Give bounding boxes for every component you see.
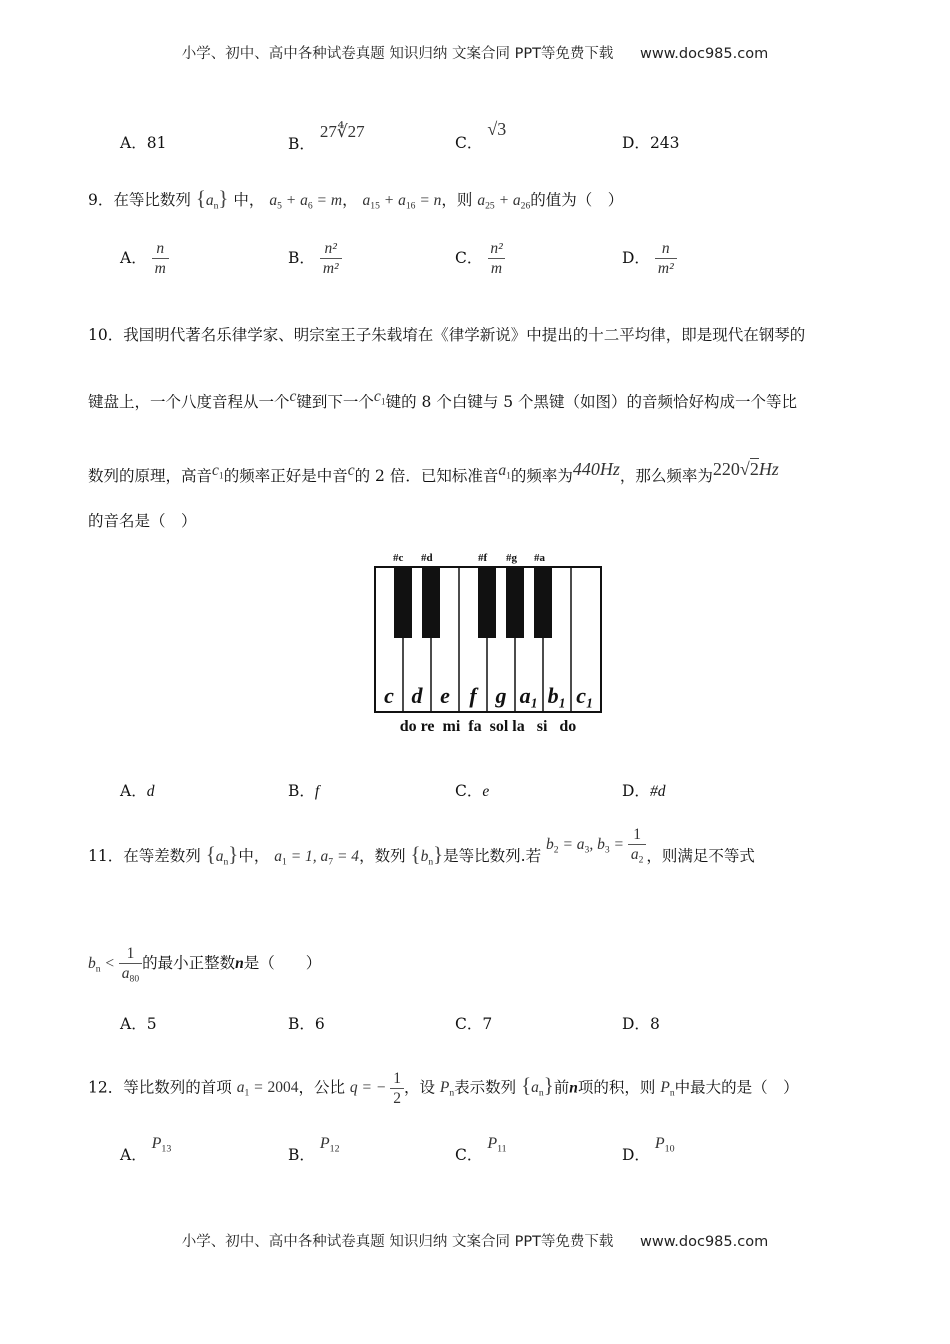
- q9-option-c-fraction: $\frac{\text{n²}}{m}$: [487, 240, 505, 278]
- q8-option-a[interactable]: A．81: [120, 134, 167, 152]
- black-key-a-sharp: [534, 567, 552, 638]
- q11-option-a[interactable]: A．5: [120, 1015, 157, 1033]
- black-key-f-sharp: [478, 567, 496, 638]
- sequence-a-n: $\{a_n\}$: [195, 186, 229, 212]
- q11-option-b[interactable]: B．6: [288, 1015, 325, 1033]
- q9-condition-2: $a_{15} + a_{16} = n$: [362, 192, 442, 212]
- q10-option-b-value: f: [314, 783, 320, 800]
- q11-option-d-value: 8: [649, 1015, 660, 1033]
- sequence-b-n: $\{b_n\}$: [410, 842, 444, 868]
- q12-option-b[interactable]: B． $P_{12}$: [288, 1135, 340, 1164]
- q8-option-d-value: 243: [649, 134, 680, 152]
- q8-option-c-value: √3: [487, 119, 507, 139]
- page-footer: [0, 1230, 950, 1251]
- q9-option-c[interactable]: C． $\frac{\text{n²}}{m}$: [455, 240, 506, 278]
- frequency-440: 440Hz: [572, 459, 620, 479]
- q9-option-b[interactable]: B． $\frac{\text{n²}}{\text{m²}}$: [288, 240, 342, 278]
- q9-target-expression: $a_{25} + a_{26}$: [477, 192, 531, 212]
- black-key-label-a-sharp: #a: [534, 552, 545, 564]
- q12-first-term: $a_1 = 2004$: [236, 1079, 299, 1099]
- question-11-stem: 11．在等差数列 $\{a_n\}$中， $a_1 = 1$, $a_7 = 4$，数列 $\{b_n\}$是等比数列.若 $b_2 = a_3$, $b_3$ = $\frac{1}{a_2}$ ，则满足不等式: [88, 826, 755, 868]
- q11-option-b-value: 6: [314, 1015, 325, 1033]
- black-key-label-c-sharp: #c: [393, 552, 404, 564]
- q12-ratio: q = − $\frac{1}{2}$: [350, 1079, 404, 1096]
- q11-option-c-value: 7: [482, 1015, 493, 1033]
- sequence-a-n: $\{a_n\}$: [521, 1073, 554, 1099]
- q10-option-c-value: e: [482, 783, 490, 800]
- q10-option-d-value: #d: [649, 783, 666, 800]
- question-12-stem: 12．等比数列的首项 $a_1 = 2004$，公比 q = − $\frac{1}{2}$ ，设 $P_n$表示数列 $\{a_n\}$前n项的积，则 $P_n$中最大的是（ ）: [88, 1070, 799, 1107]
- frequency-target: 220√2Hz: [712, 459, 779, 479]
- q11-option-c[interactable]: C．7: [455, 1015, 493, 1033]
- q11-condition: $b_2 = a_3$, $b_3$ = $\frac{1}{a_2}$: [546, 836, 646, 853]
- piano-keyboard-figure: [372, 550, 604, 738]
- q10-option-c[interactable]: C．e: [455, 782, 490, 800]
- question-11-line-2: $b_n$ < $\frac{1}{a_{80}}$ 的最小正整数n是（ ）: [88, 945, 322, 985]
- q9-option-d-fraction: $\frac{n}{\text{m²}}$: [655, 240, 677, 278]
- sequence-a-n: $\{a_n\}$: [205, 842, 239, 868]
- black-key-d-sharp: [422, 567, 440, 638]
- white-key-label-d: d: [411, 683, 423, 708]
- footer-site-link[interactable]: www.doc985.com: [640, 1234, 769, 1250]
- note-c-ref: c: [347, 462, 355, 479]
- q10-option-a[interactable]: A．d: [120, 782, 155, 800]
- q8-option-d[interactable]: D．243: [622, 134, 680, 152]
- q8-option-b-value: 27∜27: [319, 122, 365, 141]
- q10-option-b[interactable]: B．f: [288, 782, 320, 800]
- note-c1: $c_1$: [373, 388, 386, 408]
- question-10-line-1: 10．我国明代著名乐律学家、明宗室王子朱载堉在《律学新说》中提出的十二平均律，即是现代在钢琴的: [88, 326, 806, 344]
- q12-option-c[interactable]: C． $P_{11}$: [455, 1135, 507, 1164]
- white-key-label-b1: b₁: [547, 683, 567, 708]
- header-text: 小学、初中、高中各种试卷真题 知识归纳 文案合同 PPT等免费下载: [181, 46, 614, 62]
- question-9-stem: 9．在等比数列 $\{a_n\}$ 中， $a_5 + a_6 = m$， $a_{15} + a_{16} = n$，则 $a_{25} + a_{26}$的值为（ ）: [88, 186, 624, 212]
- white-key-label-f: f: [469, 683, 477, 708]
- q12-option-d-value: $P_{10}$: [654, 1135, 675, 1155]
- white-key-label-e: e: [440, 683, 450, 708]
- q12-option-c-value: $P_{11}$: [487, 1135, 507, 1155]
- question-10-line-3: 数列的原理，高音$c_1$的频率正好是中音c的 2 倍．已知标准音$a_1$的频率为440Hz，那么频率为220√2Hz: [88, 459, 779, 485]
- footer-text: 小学、初中、高中各种试卷真题 知识归纳 文案合同 PPT等免费下载: [181, 1234, 614, 1250]
- q12-option-b-value: $P_{12}$: [319, 1135, 340, 1155]
- q8-option-a-value: 81: [146, 134, 167, 152]
- note-c1-ref: $c_1$: [212, 462, 224, 482]
- black-key-label-f-sharp: #f: [478, 552, 488, 564]
- q9-option-a[interactable]: A． $\frac{n}{m}$: [120, 240, 169, 278]
- q11-option-d[interactable]: D．8: [622, 1015, 660, 1033]
- q12-option-a[interactable]: A． $P_{13}$: [120, 1135, 172, 1164]
- q11-inequality: $b_n$ < $\frac{1}{a_{80}}$: [88, 955, 142, 972]
- q12-option-d[interactable]: D． $P_{10}$: [622, 1135, 675, 1164]
- q12-option-a-value: $P_{13}$: [151, 1135, 172, 1155]
- black-key-label-d-sharp: #d: [421, 552, 433, 564]
- header-site-link[interactable]: www.doc985.com: [640, 46, 769, 62]
- black-key-label-g-sharp: #g: [506, 552, 517, 564]
- note-c: c: [289, 388, 297, 405]
- q8-option-c[interactable]: C． √3: [455, 119, 507, 152]
- black-key-g-sharp: [506, 567, 524, 638]
- white-key-label-a1: a₁: [519, 683, 539, 708]
- question-10-line-4: 的音名是（ ）: [88, 512, 197, 530]
- product-p-n-ref: $P_n$: [660, 1079, 675, 1099]
- question-10-line-2: 键盘上，一个八度音程从一个c键到下一个$c_1$键的 8 个白键与 5 个黑键（如图）的音频恰好构成一个等比: [88, 388, 798, 411]
- q9-option-d[interactable]: D． $\frac{n}{\text{m²}}$: [622, 240, 677, 278]
- q10-option-d[interactable]: D．#d: [622, 782, 666, 800]
- white-key-label-c: c: [384, 683, 394, 708]
- q9-option-b-fraction: $\frac{\text{n²}}{\text{m²}}$: [320, 240, 342, 278]
- q11-given-terms: $a_1 = 1$, $a_7 = 4$: [274, 848, 360, 868]
- page-header: [0, 42, 950, 63]
- solfege-labels: do re mi fa sol la si do: [399, 718, 577, 735]
- q9-option-a-fraction: $\frac{n}{m}$: [152, 240, 169, 278]
- product-p-n: $P_n$: [439, 1079, 455, 1099]
- note-a1: $a_1$: [498, 462, 511, 482]
- white-key-label-g: g: [495, 683, 507, 708]
- q9-condition-1: $a_5 + a_6 = m$: [269, 192, 343, 212]
- q8-option-b[interactable]: B． 27∜27: [288, 122, 365, 153]
- black-key-c-sharp: [394, 567, 412, 638]
- q10-option-a-value: d: [146, 783, 155, 800]
- q11-option-a-value: 5: [146, 1015, 157, 1033]
- white-key-label-c1: c₁: [576, 683, 594, 708]
